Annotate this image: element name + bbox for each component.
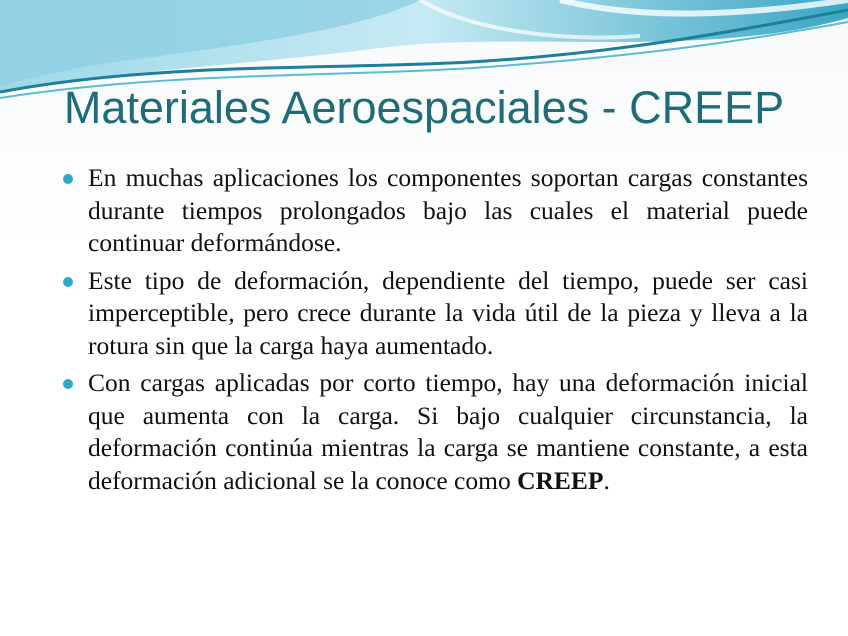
bullet-item-1: [60, 162, 808, 260]
bullet-dot-icon: [63, 277, 73, 287]
bullet-dot-icon: [63, 379, 73, 389]
bullet-text: Con cargas aplicadas por corto tiempo, hay una deformación inicial que aumenta con la carga. Si bajo cualquier circunstancia, la deformación continúa mientras la carga se mantiene constante, a esta deformación adicional se la conoce como: [88, 368, 808, 495]
bullet-text: En muchas aplicaciones los componentes soportan cargas constantes durante tiempos prolongados bajo las cuales el material puede continuar deformándose.: [88, 163, 808, 257]
bullet-text-end: .: [603, 465, 610, 495]
slide-title: Materiales Aeroespaciales - CREEP: [63, 82, 785, 133]
bullet-dot-icon: [63, 174, 73, 184]
bold-term: CREEP: [517, 465, 604, 495]
bullet-text: Este tipo de deformación, dependiente del tiempo, puede ser casi imperceptible, pero crece durante la vida útil de la pieza y lleva a la rotura sin que la carga haya aumentado.: [88, 265, 808, 360]
bullet-list: [60, 162, 808, 502]
bullet-item-3: [60, 367, 808, 497]
bullet-item-2: [60, 265, 808, 363]
